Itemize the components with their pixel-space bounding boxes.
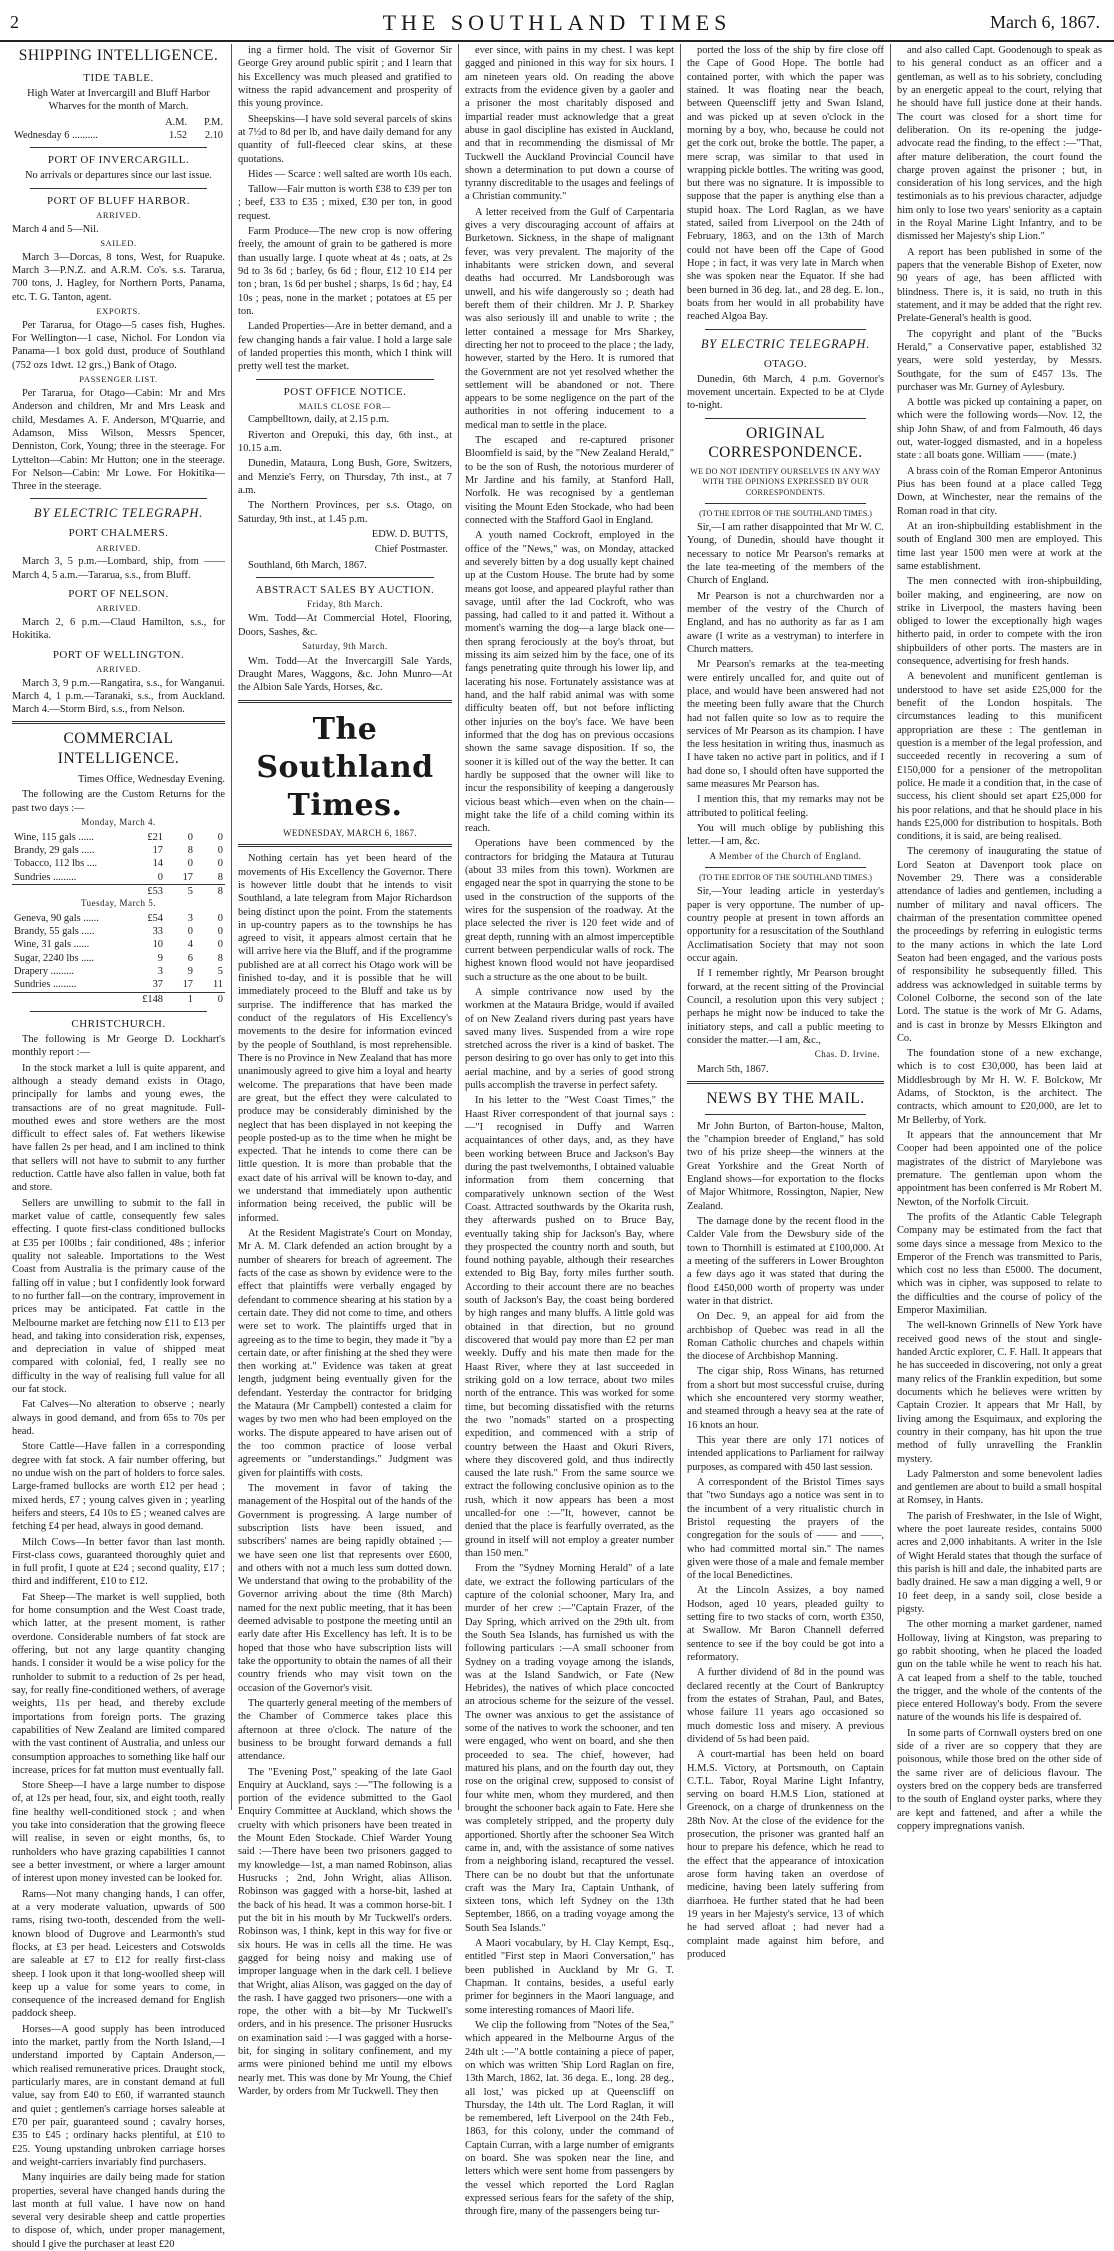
customs-item: Tobacco, 112 lbs .... xyxy=(14,858,98,870)
customs-row xyxy=(12,871,225,885)
paragraph: The following is Mr George D. Lockhart's monthly report :— xyxy=(12,1033,225,1059)
customs-amount: 11 xyxy=(212,979,223,991)
paragraph: The movement in favor of taking the management of the Hospital out of the hands of the Government is progressing. A large number of subscription lists have been issued, and subscribers' names are being rapidly obtained ;—we have seen one list that represents over £600, and others with not a much less sum dotted down. We understand that owing to the probability of the Governor arriving about the time (8th March) named for the next public meeting, that it has been deemed advisable to postpone the meeting until an early date after His Excellency has left. It is to be hoped that those who have subscription lists will take the opportunity to obtain the names of all their country friends who may visit town on the occasion of the Governor's visit. xyxy=(238,1482,452,1694)
christchurch-heading: CHRISTCHURCH. xyxy=(71,1017,166,1030)
customs-amount: 8 xyxy=(187,844,193,856)
divider xyxy=(705,418,866,419)
lord-raglan-continued xyxy=(687,44,884,324)
auction-day-2: Saturday, 9th March. xyxy=(302,641,388,652)
electric-telegraph-heading: BY ELECTRIC TELEGRAPH. xyxy=(700,336,871,351)
paragraph: A benevolent and munificent gentleman is understood to have set aside £25,000 for the benefit of the London hospitals. The circumstances leading to this munificent appropriation are these : The gentleman in question is a member of the legal profession, and succeeded recently in recovering a sum of £150,000 for a pensioner of the metropolitan police. He made it a condition that, in the case of success, his client should set apart £25,000 for his poor relations, and that he should place in his hands £25,000 for distribution to hospitals. Both conditions, it is said, are being realised. xyxy=(897,671,1102,843)
paragraph: Mr Pearson's remarks at the tea-meeting were entirely uncalled for, and quite out of place, and would have been answered had not the meeting been fully aware that the Church had not fallen quite so low as to require the services of Mr Pearson as its champion. I have the less hesitation in writing thus, inasmuch as I have taken no active part in politics, and if I had done so, I should often have supported the same measures Mr Pearson has. xyxy=(687,659,884,791)
paragraph: Nothing certain has yet been heard of the movements of His Excellency the Governor. There is however little doubt that he intends to visit Southland, a late telegram from Major Richardson being distinct upon the point. From the statements in up-country papers as to the townships he has agreed to visit, it appears almost certain that he will arrive here via the Bluff, and if the programme published are at all correct his Otago work will be finished to-day, and it is possible that he will immediately proceed to the Bluff and take us by surprise. The indifference that has marked the conduct of the regulators of His Excellency's movements to the desire for information evinced by the people of Southland, is most reprehensible. There is no Province in New Zealand that has more unanimously agreed to give him a loyal and hearty welcome. The preparations that have been made are great, but the effect they were calculated to produce may be considerably diminished by the neglect that has been displayed in not keeping the people posted-up as to the time when he might be expected. That he intends to come there can be little question. It is more than probable that the exact date of his arrival will be known to-day, and we understand that immediately upon authentic information being received, the public will be informed. xyxy=(238,853,452,1224)
paragraph: Sir,—Your leading article in yesterday's paper is very opportune. The number of up-country people at present in town affords an opportunity for a resuscitation of the Southland Acclimatisation Society that may not soon occur again. xyxy=(687,886,884,964)
paragraph: I mention this, that my remarks may not be attributed to political feeling. xyxy=(687,794,884,819)
arrived-label: ARRIVED. xyxy=(96,663,141,674)
divider xyxy=(256,379,434,380)
issue-date: March 6, 1867. xyxy=(990,12,1100,32)
paragraph: A court-martial has been held on board H.M.S. Victory, at Portsmouth, on Captain C.T.L. Tabor, Royal Marine Light Infantry, serving on board H.M.S Lion, stationed at Greenock, on a charge of drunkenness on the 28th Nov. At the close of the evidence for the prosecution, the prisoner was granted half an hour to prepare his defence, which he read to the effect that the appearance of intoxication arose form having taken an overdose of medicine, having been lately suffering from diarrhoea. He further stated that he had been 19 years in her Majesty's service, 13 of which he had served afloat ; had never had a complaint made against him before, and produced xyxy=(687,1749,884,1960)
customs-item: Brandy, 29 gals ..... xyxy=(14,844,95,856)
port-chalmers-heading: PORT CHALMERS. xyxy=(68,527,169,540)
port-invercargill-heading: PORT OF INVERCARGILL. xyxy=(47,154,190,167)
paragraph: If I remember rightly, Mr Pearson brought forward, at the recent sitting of the Provincial Council, a resolution upon this very subject ; perhaps he might now be induced to take the initiatory steps, and call a public meeting to consider the matter.—I am, &c., xyxy=(687,968,884,1046)
news-by-mail-text xyxy=(687,1120,884,1961)
paragraph: Dunedin, Mataura, Long Bush, Gore, Switzers, and Menzie's Ferry, on Thursday, 7th inst., at 7 a.m. xyxy=(238,458,452,497)
customs-item: Drapery ......... xyxy=(14,965,75,977)
paragraph: The quarterly general meeting of the members of the Chamber of Commerce takes place this afternoon at three o'clock. The nature of the business to be brought forward demands a full attendance. xyxy=(238,1697,452,1763)
divider xyxy=(256,577,434,578)
paragraph: A report has been published in some of the papers that the venerable Bishop of Exeter, now 90 years of age, has been afflicted with blindness. There is, it is said, no truth in this statement, and it may be added that the right rev. Prelate-General's health is good. xyxy=(897,246,1102,325)
divider xyxy=(687,1081,884,1084)
total-shillings: 1 xyxy=(165,992,195,1006)
port-bluff-heading: PORT OF BLUFF HARBOR. xyxy=(47,194,190,207)
paragraph: Sir,—I am rather disappointed that Mr W. C. Young, of Dunedin, should have thought it necessary to notice Mr Pearson's remarks at the late tea-meeting of the members of the Church of England. xyxy=(687,522,884,587)
customs-amount: 14 xyxy=(152,858,163,870)
customs-amount: 6 xyxy=(187,952,193,964)
christchurch-report xyxy=(12,1033,225,2251)
electric-telegraph-heading: BY ELECTRIC TELEGRAPH. xyxy=(33,506,204,521)
news-paragraphs xyxy=(465,44,674,2219)
port-nelson-heading: PORT OF NELSON. xyxy=(68,588,169,601)
total-pounds: £53 xyxy=(135,884,165,898)
column-2 xyxy=(231,44,458,2097)
paragraph: In his letter to the "West Coast Times," the Haast River correspondent of that journal says :—"I recognised in Duffy and Warren acquaintances of other days, and, as they have been working between Bruce and Jackson's Bay during the past twelvemonths, I obtained valuable information from them concerning that comparatively unknown section of the West Coast. Attracted southwards by the Okarita rush, they afterwards pushed on to Bruce Bay, eventually taking ship for Jackson's Bay, where they prospected the country north and south, but found nothing payable, although their researches extended to Big Bay, forty miles further south. According to their account there are no beaches south of Jackson's Bay, the coast being bordered by high ranges and many bluffs. A little gold was obtained in that direction, but no ground discovered that would pay more than £2 per man weekly. Duffy and his mate then made for the Haast River, where they at last succeeded in striking gold on a low terrace, about two miles north of the entrance. This was worked for some time, but becoming dissatisfied with the returns the two "nomads" started on a prospecting expedition, and commenced with a strip of country between the Haast and Okuri Rivers, where they discovered gold, and thus indirectly caused the late rush." From the same source we extract the following conclusive opinion as to the rush, which it now appears has been a most uncalled-for one :—"It, however, cannot be denied that the place is fearfully overrated, as the ground in itself will not employ a greater number than 150 men." xyxy=(465,1095,674,1559)
customs-row xyxy=(12,965,225,978)
customs-amount: 33 xyxy=(152,925,163,937)
disclaimer: WE DO NOT IDENTIFY OURSELVES IN ANY WAY WITH THE OPINIONS EXPRESSED BY OUR CORRESPONDENTS. xyxy=(690,467,881,497)
bluff-arrived-text: March 4 and 5—Nil. xyxy=(12,223,99,235)
paragraph: A letter received from the Gulf of Carpentaria gives a very discouraging account of affairs at Burketown. Sickness, in the shape of malignant fever, was very prevalent. The majority of the inhabitants were stricken down, and several deaths had occurred. Mr Landsborough was unwell, and his wife dangerously so ; death had bereft them of their children. Mr J. P. Sharkey was also seriously ill and unable to write ; the letter contained a message for Mrs Sharkey, directing her not to proceed to the place ; the lady, however, started by the Hero. It is rumored that the Government are not yet resolved whether the settlement will be abandoned or not. There appears to be some negligence on the part of the authorities in not offering inducement to a medical man to settle in the place. xyxy=(465,206,674,431)
commercial-heading: COMMERCIAL INTELLIGENCE. xyxy=(57,730,180,768)
postmaster-title: Chief Postmaster. xyxy=(374,544,448,556)
letter-1-signature: A Member of the Church of England. xyxy=(709,850,862,861)
paragraph: The cigar ship, Ross Winans, has returned from a short but most successful cruise, during which she encountered very stormy weather, and steamed through a heavy sea at the rate of 16 knots an hour. xyxy=(687,1366,884,1431)
divider xyxy=(30,147,207,148)
chalmers-text: March 3, 5 p.m.—Lombard, ship, from —— March 4, 5 a.m.—Tararua, s.s., from Bluff. xyxy=(12,556,225,581)
to-editor: (TO THE EDITOR OF THE SOUTHLAND TIMES.) xyxy=(699,508,872,518)
divider xyxy=(238,700,452,703)
customs-row xyxy=(12,831,225,844)
customs-amount: £54 xyxy=(147,912,163,924)
page-number: 2 xyxy=(10,12,19,32)
paragraph: Sellers are unwilling to submit to the fall in market value of cattle, consequently few sales effecting. I quote first-class conditioned bullocks at £35 per 100lbs ; fair conditioned, 48s ; inferior quality not saleable. Importations to the West Coast from Australia is the primary cause of the falling off in value ; but I confidently look forward to no further fall—on the contrary, improvement in prices may be anticipated. Fat cattle in the Melbourne market are fetching now £11 to £13 per head, and taking into consideration risk, expenses, and depreciation in value of shipped meat compared with colonial, fed, I really see no difficulty in the way of realising full value for all our fat stock. xyxy=(12,1197,225,1396)
paragraph: The escaped and re-captured prisoner Bloomfield is said, by the "New Zealand Herald," to be the son of Rush, the notorious murderer of Mr Jardine and his family, at Stanford Hall, Norfolk. He was recognised by a gentleman visiting the Mount Eden Stockade, who had been connected with the Stafford Gaol in England. xyxy=(465,435,674,526)
paragraph: The foundation stone of a new exchange, which is to cost £30,000, has been laid at Middlesbrough by Mr H. W. F. Bolckow, Mr Adams, of Stockton, is the architect. The contracts, which amount to £20,000, are let to Mr Bellerby, of York. xyxy=(897,1048,1102,1126)
customs-item: Wine, 31 gals ...... xyxy=(14,939,90,951)
paragraph: This year there are only 171 notices of intended applications to Parliament for railway purposes, as compared with 450 last session. xyxy=(687,1435,884,1473)
auction-text-2: Wm. Todd—At the Invercargill Sale Yards, Draught Mares, Waggons, &c. John Munro—At the Albion Sale Yards, Horses, &c. xyxy=(238,655,452,694)
arrived-label: ARRIVED. xyxy=(96,542,141,553)
arrived-label: ARRIVED. xyxy=(96,209,141,220)
customs-amount: 0 xyxy=(217,844,223,856)
customs-row xyxy=(12,952,225,965)
paragraph: At the Lincoln Assizes, a boy named Hodson, aged 10 years, pleaded guilty to setting fire to two stacks of corn, worth £350, at Swallow. Mr Baron Channell deferred sentence to see if the boy could be got into a reformatory. xyxy=(687,1585,884,1664)
divider xyxy=(30,498,207,499)
customs-row xyxy=(12,912,225,925)
paragraph: ing a firmer hold. The visit of Governor Sir George Grey around public spirit ; and I learn that his Excellency was much pleased and gratified to witness the rapid advancement and prosperity of this young province. xyxy=(238,45,452,110)
editorial-text xyxy=(238,852,452,2098)
paragraph: Sheepskins—I have sold several parcels of skins at 7½d to 8d per lb, and have daily demand for any quantity of full-fleeced clear skins, at these quotations. xyxy=(238,113,452,165)
passenger-label: PASSENGER LIST. xyxy=(79,374,158,385)
customs-amount: 9 xyxy=(157,952,163,964)
paragraph: Operations have been commenced by the contractors for bridging the Mataura at Tuturau (about 33 miles from this town). Workmen are engaged near the spot in quarrying the stone to be used in the construction of the supports of the wires for the suspension of the roadway. At the place selected the river is 120 feet wide and of great depth, running with an almost imperceptible current between perpendicular walls of rock. The highest known flood would not have jeopardised such a structure as the one about to be built. xyxy=(465,838,674,983)
exports-text: Per Tararua, for Otago—5 cases fish, Hughes. For Wellington—1 case, Nichol. For London via Panama—1 box gold dust, produce of Southland (752 ozs 1dwt. 12 grs.,) Bank of Otago. xyxy=(12,319,225,371)
paragraph: Store Cattle—Have fallen in a corresponding degree with fat stock. A fair number offering, but no undue wish on the part of holders to force sales. Large-framed bullocks are worth £12 per head ; mixed herds, £7 ; young calves given in ; yearling heifers and steers, £4 10s to £5 ; weaned calves are fetching £4 per head, always in good demand. xyxy=(12,1441,225,1533)
customs-amount: 17 xyxy=(152,844,163,856)
auction-text-1: Wm. Todd—At Commercial Hotel, Flooring, Doors, Sashes, &c. xyxy=(238,613,452,638)
customs-amount: £21 xyxy=(147,831,163,843)
paragraph: and also called Capt. Goodenough to speak as to his general conduct as an officer and a gentleman, as well as to his sobriety, concluding by an energetic appeal to the court, relying that he should have full justice done at their hands. The court was closed for a short time for deliberation. On its re-opening the judge-advocate read the finding, to the effect :—"That, after mature deliberation, the court found the charge proven against the prisoner ; but, in consideration of his long services, and the high testimonials as to his previous character, adjudge him only to lose two years' seniority as a captain in the Royal Marine Light Infantry, and to be dismissed her Majesty's ship Lion." xyxy=(897,45,1102,243)
tide-am: A.M. xyxy=(165,116,188,128)
port-invercargill-text: No arrivals or departures since our last issue. xyxy=(25,170,212,182)
tuesday-table xyxy=(12,912,225,1006)
divider xyxy=(705,329,866,330)
customs-amount: 8 xyxy=(217,952,223,964)
nelson-text: March 2, 6 p.m.—Claud Hamilton, s.s., for Hokitika. xyxy=(12,616,225,642)
exports-label: EXPORTS. xyxy=(96,305,141,316)
monday-table xyxy=(12,831,225,899)
post-office-notice xyxy=(238,413,452,526)
tide-subtitle: High Water at Invercargill and Bluff Harbor Wharves for the month of March. xyxy=(27,87,210,113)
tuesday-heading: Tuesday, March 5. xyxy=(80,898,157,909)
tide-table xyxy=(12,116,225,143)
paragraph: The damage done by the recent flood in the Calder Vale from the Dewsbury side of the town to Thornhill is estimated at £100,000. At a meeting of the sufferers in Lower Broughton a few days ago it was stated that during the flood £450,000 worth of property was under water in that district. xyxy=(687,1216,884,1307)
divider xyxy=(30,1011,207,1012)
paragraph: Rams—Not many changing hands, I can offer, at a very moderate valuation, upwards of 500 rams, rising two-tooth, descended from the well-known blood of Dugrove and Learmonth's stud flocks, at £3 per head. Leicesters and Cotswolds are saleable at £7 to £12 for really first-class sheep. I look upon it that long-woolled sheep will keep up a value for some years to come, in consequence of the increased demand for English paddock sheep. xyxy=(12,1888,225,2020)
paragraph: Riverton and Orepuki, this day, 6th inst., at 10.15 a.m. xyxy=(238,429,452,455)
total-pence: 0 xyxy=(195,992,225,1006)
customs-item: Sundries ......... xyxy=(14,871,77,883)
tide-day: Wednesday 6 .......... xyxy=(14,129,99,141)
paragraph: Tallow—Fair mutton is worth £38 to £39 per ton ; beef, £33 to £35 ; mixed, £30 per ton, in good request. xyxy=(238,184,452,222)
mails-close-label: MAILS CLOSE FOR— xyxy=(298,400,392,411)
paragraph: We clip the following from "Notes of the Sea," which appeared in the Melbourne Argus of the 24th ult :—"A bottle containing a piece of paper, on which was written 'Ship Lord Raglan on fire, 13th March, 1862, lat. 36 dega. E., long. 28 deg., all lost,' was picked up at Queenscliff on Thursday, the 14th ult. The Lord Raglan, it will be remembered, left Liverpool on the 24th Feb., 1863, for this colony, under the command of Captain Curran, with a large number of emigrants on board. She was spoken near the line, and letters which were sent home from passengers by the vessel which reported the Lord Raglan expressed serious fears for the safety of the ship, through fire, many of the passengers being tur- xyxy=(465,2019,674,2218)
masthead xyxy=(0,0,1114,42)
customs-amount: 3 xyxy=(157,965,163,977)
column-3 xyxy=(458,44,680,2218)
customs-row xyxy=(12,925,225,938)
customs-amount: 0 xyxy=(217,939,223,951)
customs-row xyxy=(12,978,225,992)
to-editor: (TO THE EDITOR OF THE SOUTHLAND TIMES.) xyxy=(699,873,872,883)
passenger-text: Per Tararua, for Otago—Cabin: Mr and Mrs Anderson and children, Mr and Mrs Leask and child, Mesdames A. F. Anderson, M'Quarrie, and Adamson, Miss Wilson, Messrs Spencer, Denniston, Cork, Young; three in the steerage. For Lyttelton—Cabin: Mr Hutton; one in the steerage. For Nelson—Cabin: Mr Lowe. For Hokitika—Three in the steerage. xyxy=(12,387,225,493)
customs-item: Wine, 115 gals ...... xyxy=(14,831,94,843)
customs-row xyxy=(12,857,225,870)
customs-item: Brandy, 55 gals ..... xyxy=(14,925,95,937)
paragraph: It appears that the announcement that Mr Cooper had been appointed one of the police magistrates of the district of Marylebone was premature. The gentleman upon whom the appointment has been conferred is Mr Robert M. Newton, of the Norfolk Circuit. xyxy=(897,1130,1102,1208)
paragraph: At the Resident Magistrate's Court on Monday, Mr A. M. Clark defended an action brought by a number of shearers for breach of agreement. The facts of the case as shown by evidence were to the effect that plaintiffs were verbally engaged by defendant to commence shearing at his station by a certain date. They did not come to time, and others were set to work. The plaintiffs urged that in agreeing as to the time to begin, they made it "by a certain date, or after finishing at the shed they were then working at." Evidence was taken at great length, judgment being eventually given for the defendant. Yesterday the contractor for bridging the Mataura (Mr Campbell) contested a claim for wages by two men who had been employed on the works. The dispute appeared to have arisen out of the too common practice of loose verbal agreements or "understandings." Judgment was given for plaintiffs with costs. xyxy=(238,1228,452,1479)
paragraph: The parish of Freshwater, in the Isle of Wight, where the poet laureate resides, contains 5000 acres and 2,000 inhabitants. A writer in the Isle of Wight Herald states that though the surface of this parish is hill and dale, the inhabited parts are badly drained. He saw a man digging a well, 9 or 10 feet deep, in a sandy soil, close beside a pigsty. xyxy=(897,1510,1102,1615)
letter-2 xyxy=(687,885,884,1047)
customs-amount: 0 xyxy=(187,831,193,843)
customs-amount: 9 xyxy=(187,965,193,977)
paragraph: Farm Produce—The new crop is now offering freely, the amount of grain to be gathered is more than usually large. I quote wheat at 4s ; oats, at 2s 9d to 3s 6d ; barley, 6s 6d ; flour, £12 10 £14 per ton ; bran, 1s 6d per bushel ; sharps, 1s 6d ; hay, £4 10s ; peas, none in the market ; potatoes at £5 per ton. xyxy=(238,226,452,317)
port-wellington-heading: PORT OF WELLINGTON. xyxy=(52,648,185,661)
paragraph: Hides — Scarce : well salted are worth 10s each. xyxy=(248,168,452,180)
paragraph: The well-known Grinnells of New York have received good news of the stout and single-handed Arctic explorer, C. F. Hall. It appears that he has succeeded in discovering, not only a great many relics of the Franklin expedition, but some documents which he believes were written by Captain Crozier. It appears that Mr Hall, by living among the Esquimaux, and exploring the country in their company, has hit upon the true method of fully unravelling the Franklin mystery. xyxy=(897,1320,1102,1465)
wellington-text: March 3, 9 p.m.—Rangatira, s.s., for Wanganui. March 4, 1 p.m.—Taranaki, s.s., from Auckland. March 4.—Storm Bird, s.s., from Nelson. xyxy=(12,677,225,716)
letter-2-signature: Chas. D. Irvine. xyxy=(814,1049,880,1060)
customs-item: Sundries ......... xyxy=(14,979,77,991)
postmaster-signature: EDW. D. BUTTS, xyxy=(371,528,448,540)
tide-value-am: 1.52 xyxy=(168,129,188,141)
news-by-mail-heading: NEWS BY THE MAIL. xyxy=(706,1090,865,1107)
customs-amount: 10 xyxy=(152,939,163,951)
paragraph: The other morning a market gardener, named Holloway, living at Kingston, was preparing to go rabbit shooting, when he placed the loaded gun on the table while he went to reach his hat. A cat leaped from a shelf to the table, touched the trigger, and the whole of the contents of the piece entered Holloway's body. From the severe nature of the wounds his life is despaired of. xyxy=(897,1619,1102,1724)
divider xyxy=(705,867,866,868)
paragraph: Fat Sheep—The market is well supplied, both for home consumption and the West Coast trade, which latter, at the present moment, is rather overdone. Considerable numbers of fat stock are offering, but not any large quantity changing hands. I consider it would be a wise policy for the runholder to submit to a reduction of 2s per head, say, for really fine-conditioned wethers, of average weights, 11s per head, and thereby exclude importations from foreign ports. The grazing capabilities of New Zealand are limited compared with the vast continent of Australia, and unless our consumption approaches to something like half our increase, prices for fat mutton must eventually fall. xyxy=(12,1591,225,1776)
christchurch-report-continued xyxy=(238,44,452,374)
divider xyxy=(238,844,452,847)
paragraph: Store Sheep—I have a large number to dispose of, at 12s per head, four, six, and eight tooth, really fine healthy well-conditioned stock ; and when you take into consideration that the growing fleece will realise, in seven or eight months, 6s, to runholders who have grazing capabilities I cannot see a better investment, or where a larger amount of interest upon money invested can be looked for. xyxy=(12,1780,225,1885)
paragraph: You will much oblige by publishing this letter.—I am, &c. xyxy=(687,823,884,848)
letter-2-date: March 5th, 1867. xyxy=(697,1063,769,1075)
customs-row xyxy=(12,938,225,951)
tide-table-heading: TIDE TABLE. xyxy=(83,71,154,84)
tide-pm: P.M. xyxy=(203,116,223,128)
paragraph: The ceremony of inaugurating the statue of Lord Seaton at Davenport took place on November 29. There was a considerable attendance of ladies and gentlemen, including a number of military and naval officers. The chairman of the presentation committee opened the proceedings by referring in eulogistic terms to the many actions in which the late Lord Seaton had been engaged, and the various posts of responsibility he subsequently filled. This address was acknowledged in suitable terms by Colonel Colborne, the second son of the late Lord. The statue is the work of Mr G. Adams, and is cast in bronze by Messrs Elkington and Co. xyxy=(897,846,1102,1044)
customs-item: Sugar, 2240 lbs ..... xyxy=(14,952,95,964)
shipping-heading: SHIPPING INTELLIGENCE. xyxy=(18,47,219,64)
customs-row xyxy=(12,844,225,857)
divider xyxy=(30,188,207,189)
post-office-heading: POST OFFICE NOTICE. xyxy=(283,385,407,398)
total-pence: 8 xyxy=(195,884,225,898)
customs-amount: 5 xyxy=(217,965,223,977)
monday-heading: Monday, March 4. xyxy=(81,817,156,828)
customs-amount: 0 xyxy=(157,871,163,883)
paragraph: Landed Properties—Are in better demand, and a few changing hands a fair value. I hold a large sale of landed properties this month, which I think will pretty well test the market. xyxy=(238,321,452,373)
arrived-label: ARRIVED. xyxy=(96,603,141,614)
newspaper-title: THE SOUTHLAND TIMES xyxy=(382,10,732,35)
column-5 xyxy=(890,44,1108,1832)
divider xyxy=(705,503,866,504)
paragraph: In the stock market a lull is quite apparent, and although a steady demand exists in Otago, principally for lambs and young ewes, the transactions are of no great magnitude. Full-mouthed ewes and store wethers are the most difficult to effect sales of. Fat wethers likewise have fallen 2s per head, and I am inclined to think that sellers will not have to submit to any further reduction. Cattle have also fallen in value, both fat and store. xyxy=(12,1062,225,1194)
column-4 xyxy=(680,44,890,1960)
tide-value-pm: 2.10 xyxy=(204,129,223,141)
sailed-label: SAILED. xyxy=(100,237,137,248)
divider xyxy=(705,1114,866,1115)
otago-text: Dunedin, 6th March, 4 p.m. Governor's movement uncertain. Expected to be at Clyde to-night. xyxy=(687,373,884,412)
customs-amount: 8 xyxy=(217,871,223,883)
tuesday-total-row xyxy=(12,992,225,1006)
customs-item: Geneva, 90 gals ...... xyxy=(14,912,99,924)
customs-amount: 37 xyxy=(152,979,163,991)
customs-amount: 4 xyxy=(187,939,193,951)
paragraph: Fat Calves—No alteration to observe ; nearly always in good demand, and from 65s to 70s per head. xyxy=(12,1399,225,1437)
customs-amount: 3 xyxy=(187,912,193,924)
customs-intro: The following are the Custom Returns for the past two days :— xyxy=(12,789,225,814)
paragraph: The "Evening Post," speaking of the late Gaol Enquiry at Auckland, says :—"The following is a portion of the evidence submitted to the Gaol Enquiry Committee at Auckland, which shows the cruelty with which prisoners have been treated in the Mount Eden Stockade. Chief Warder Young said :—There have been two prisoners gagged to my knowledge—1st, a man named Robinson, alias Husrucks ; 2nd, John Wright, alias Allison. Robinson was gagged with a horse-bit, lashed at the back of his head. It was a common horse-bit. I put the bit in his mouth by Mr Tuckwell's orders. Robinson was, I think, kept in this way for five or six hours. He was in cells all the time. He was gagged for being noisy and making use of improper language when in the dark cell. I believe that Wright, alias Alison, was gagged on the day of the rash. I have gagged two prisoners—one with a rope, the other with a bit—by Mr Tuckwell's orders, and in his presence. The prisoner Husrucks on examination said :—I was gagged with a horse-bit, for singing in solitary confinement, and my arms were pinioned behind me until my elbows nearly met. This was done by Mr Young, the Chief Warder, by orders from Mr Tuckwell. They then xyxy=(238,1766,452,2097)
post-date: Southland, 6th March, 1867. xyxy=(248,559,367,571)
customs-amount: 0 xyxy=(217,858,223,870)
letter-1 xyxy=(687,521,884,849)
paragraph: Many inquiries are daily being made for station properties, several have changed hands during the last month at full value. I have now on hand several very desirable sheep and cattle properties to dispose of, which, under proper management, should I give the purchaser at least £20 xyxy=(12,2172,225,2250)
paragraph: Lady Palmerston and some benevolent ladies and gentlemen are about to build a small hospital at Romsey, in Hants. xyxy=(897,1468,1102,1507)
total-shillings: 5 xyxy=(165,884,195,898)
paragraph: Mr Pearson is not a churchwarden nor a member of the vestry of the Church of England, and has no authority as far as I am aware (I write as a vestryman) to interfere in Church matters. xyxy=(687,590,884,655)
paragraph: From the "Sydney Morning Herald" of a late date, we extract the following particulars of the capture of the colonial schooner, Mary Ira, and murder of her crew :—"Captain Frazer, of the Day Spring, which arrived on the 29th ult. from the South Sea Islands, has furnished us with the following particulars :—A small schooner from Sydney on a trading voyage among the islands, was at the Island Sandwich, or Fate (New Hebrides), the natives of which place concocted an atrocious scheme for the seizure of the vessel. The owner was anxious to get the assistance of some of the natives to work the schooner, and ten were engaged, who went on board, and she then proceeded to sea. The chief, however, had matured his plans, and on the fourth day out, they rose on the original crew, supposed to consist of four white men, whom they murdered, and then brought the schooner back again to Fate. Here she was completely stripped, and the property duly apportioned. Shortly after the schooner Sea Witch came in, and, with the assistance of some natives from a neighboring island, recaptured the vessel. There can be no doubt but that the unfortunate craft was the Mary Ira, Captain Unthank, of sixteen tons, which left Sydney on the 13th September, 1866, on a trading voyage among the South Sea Islands." xyxy=(465,1563,674,1934)
customs-amount: 0 xyxy=(187,925,193,937)
bluff-sailed-text: March 3—Dorcas, 8 tons, West, for Ruapuke. March 3—P.N.Z. and A.R.M. Co's. s.s. Tararua, 700 tons, J. Hagley, for Northern Ports, Panama, etc. T. G. Tanton, agent. xyxy=(12,251,225,303)
paragraph: A youth named Cockroft, employed in the office of the "News," was, on Monday, attacked and severely bitten by a dog usually kept chained up at the Custom House. The brute had by some means got loose, and appeared playful rather than savage, until after the lad Cockroft, who was passing, had called to it and patted it. Without a moment's warning the dog—a large black one—then sprang ferociously at the boy's throat, but missing its aim seized him by the face, one of its fangs penetrating quite through his lower lip, and lacerating his nose. Fortunately assistance was at hand, and the half rabid animal was with some difficulty beaten off, but not before inflicting other injuries on the boy's face. We have been informed that the dog has on previous occasions shown the same savage disposition. If so, the sooner it is killed out of the way the better. It can hardly be supposed that the owner will like to incur the responsibility of keeping a dangerously vicious beast which—even when on the chain—might take the life of a child coming within its reach. xyxy=(465,530,674,835)
otago-heading: OTAGO. xyxy=(763,357,808,370)
paragraph: Campbelltown, daily, at 2.15 p.m. xyxy=(248,414,390,426)
paragraph: On Dec. 9, an appeal for aid from the archbishop of Quebec was read in all the Roman Catholic churches and chapels within the diocese of Archbishop Manning. xyxy=(687,1311,884,1363)
paragraph: A further dividend of 8d in the pound was declared recently at the Court of Bankruptcy from the estates of Strahan, Paul, and Bates, whose failure 11 years ago occasioned so much domestic loss and misery. A previous dividend of 5s had been paid. xyxy=(687,1667,884,1745)
paragraph: ported the loss of the ship by fire close off the Cape of Good Hope. The bottle had contained porter, with which the paper was stained. It was floating near the beach, between Queenscliff jetty and Swan Island, and was picked up at seven o'clock in the morning by a boy, who, because he could not get the cork out, broke the bottle. The paper, a mere scrap, was similar to that used in wrapping pickle bottles. The writing was good, but there was no signature. It is impossible to suppose that the paper is anything else than a stupid hoax. The Lord Raglan, as we have stated, sailed from Liverpool on the 24th of February, 1863, and on the 13th of March could not have been off the Cape of Good Hope ; in fact, it was very late in March when she was spoken near the Equator. If she had been burned in 36 deg. lat., and 28 deg. E. lon., boats from her would in all probability have reached Algoa Bay. xyxy=(687,45,884,323)
correspondence-heading: ORIGINAL CORRESPONDENCE. xyxy=(708,424,863,462)
news-by-mail-continued xyxy=(897,44,1102,1833)
paragraph: A simple contrivance now used by the workmen at the Mataura Bridge, would if availed of on New Zealand rivers during past years have saved many lives. Suspended from a wire rope stretched across the river is a kind of basket. The person desiring to go over has only to get into this aerial machine, and by a series of good strong pulls accomplish the traverse in perfect safety. xyxy=(465,986,674,1092)
paragraph: A Maori vocabulary, by H. Clay Kempt, Esq., entitled "First step in Maori Conversation," has been published in Auckland by Mr G. T. Chapman. It contains, besides, a useful early primer for beginners in the Maori language, and some interesting romances of Maori life. xyxy=(465,1938,674,2016)
customs-amount: 0 xyxy=(187,858,193,870)
paragraph: Milch Cows—In better favor than last month. First-class cows, guaranteed thoroughly quiet and in full profit, I quote at £24 ; second quality, £17 ; third and indifferent, £10 to £12. xyxy=(12,1536,225,1588)
paragraph: At an iron-shipbuilding establishment in the south of England 300 men are employed. This time last year 1500 men were at work at the same establishment. xyxy=(897,520,1102,572)
customs-amount: 17 xyxy=(182,979,193,991)
nameplate: The Southland Times. xyxy=(256,711,434,824)
paragraph: The Northern Provinces, per s.s. Otago, on Saturday, 9th inst., at 1.45 p.m. xyxy=(238,500,452,525)
customs-amount: 0 xyxy=(217,831,223,843)
paragraph: In some parts of Cornwall oysters bred on one side of a river are so coppery that they are poisonous, while those bred on the other side of the same river are of delicious flavour. The oysters bred on the coppery beds are transferred to the south of England oyster parks, where they are kept and fattened, and after a while the coppery impregnations vanish. xyxy=(897,1727,1102,1832)
paragraph: Horses—A good supply has been introduced into the market, partly from the North Island,—I understand imported by Captain Anderson,—which realised remunerative prices. Draught stock, particularly mares, are in constant demand at full value, say from £40 to £60, if warranted staunch and quiet ; gentlemen's carriage horses saleable at £70 per pair, guaranteed sound ; cavalry horses, £35 to £45 ; ordinary hacks plentiful, at £10 to £25. Young upstanding unbroken carriage horses and weight-carriers invariably find purchasers. xyxy=(12,2023,225,2168)
columns xyxy=(6,44,1108,2250)
paragraph: The men connected with iron-shipbuilding, boiler making, and engineering, are now on strike in Liverpool, the masters having been obliged to lower the exceptionally high wages hitherto paid, in order to compete with the iron shipbuilders of other ports. The masters are in consequence, advertising for fresh hands. xyxy=(897,576,1102,668)
paragraph: A correspondent of the Bristol Times says that "two Sundays ago a notice was sent in to the incumbent of a very ritualistic church in Bristol requesting the prayers of the congregation for the souls of —— and ——, who had committed mortal sin." The names given were those of a male and female member of the local Benedictines. xyxy=(687,1476,884,1582)
paragraph: The profits of the Atlantic Cable Telegraph Company may be estimated from the fact that some days since a message from Mexico to the Emperor of the French was transmitted to Paris, which cost no less than £5000. The document, which was in cipher, was supposed to relate to the difficulties and the course of policy of the Emperor Maximilian. xyxy=(897,1211,1102,1317)
paragraph: Mr John Burton, of Barton-house, Malton, the "champion breeder of England," has sold two of his prize sheep—the winners at the Great Yorkshire and the Great North of England shows—for exportation to the flocks of Major Whitmore, Rossington, Napier, New Zealand. xyxy=(687,1120,884,1212)
paragraph: ever since, with pains in my chest. I was kept gagged and pinioned in this way for six hours. I am nineteen years old. On reading the above extracts from the evidence given by a gaoler and a prisoner the most charitably disposed and impartial reader must acknowledge that a great abuse in gaol discipline has existed in Auckland, and that in recommending the dismissal of Mr Tuckwell the Auckland Provincial Council have shown a determination to put down a course of tyranny discreditable to the usages and feelings of a Christian community." xyxy=(465,45,674,203)
customs-amount: 0 xyxy=(217,925,223,937)
nameplate-date: WEDNESDAY, MARCH 6, 1867. xyxy=(282,827,417,838)
paragraph: A bottle was picked up containing a paper, on which were the following words—Nov. 12, the ship John Shaw, of and from Falmouth, 46 days out, water-logged dismasted, and in a hopeless state : all boats gone. William —— (mate.) xyxy=(897,397,1102,462)
auction-day-1: Friday, 8th March. xyxy=(307,598,383,609)
paragraph: The copyright and plant of the "Bucks Herald," a Conservative paper, established 32 years, were sold yesterday, by Messrs. Southgate, for the sum of £457 13s. The purchaser was Mr. Gurney of Aylesbury. xyxy=(897,328,1102,393)
customs-amount: 0 xyxy=(217,912,223,924)
column-1 xyxy=(6,44,231,2250)
divider xyxy=(12,721,225,724)
total-pounds: £148 xyxy=(135,992,165,1006)
auction-heading: ABSTRACT SALES BY AUCTION. xyxy=(255,583,435,596)
customs-amount: 17 xyxy=(182,871,193,883)
times-office: Times Office, Wednesday Evening. xyxy=(77,774,225,786)
paragraph: A brass coin of the Roman Emperor Antoninus Pius has been found at a place called Tegg Down, at Winchester, near the remains of the Roman road in that city. xyxy=(897,465,1102,517)
monday-total-row xyxy=(12,884,225,898)
